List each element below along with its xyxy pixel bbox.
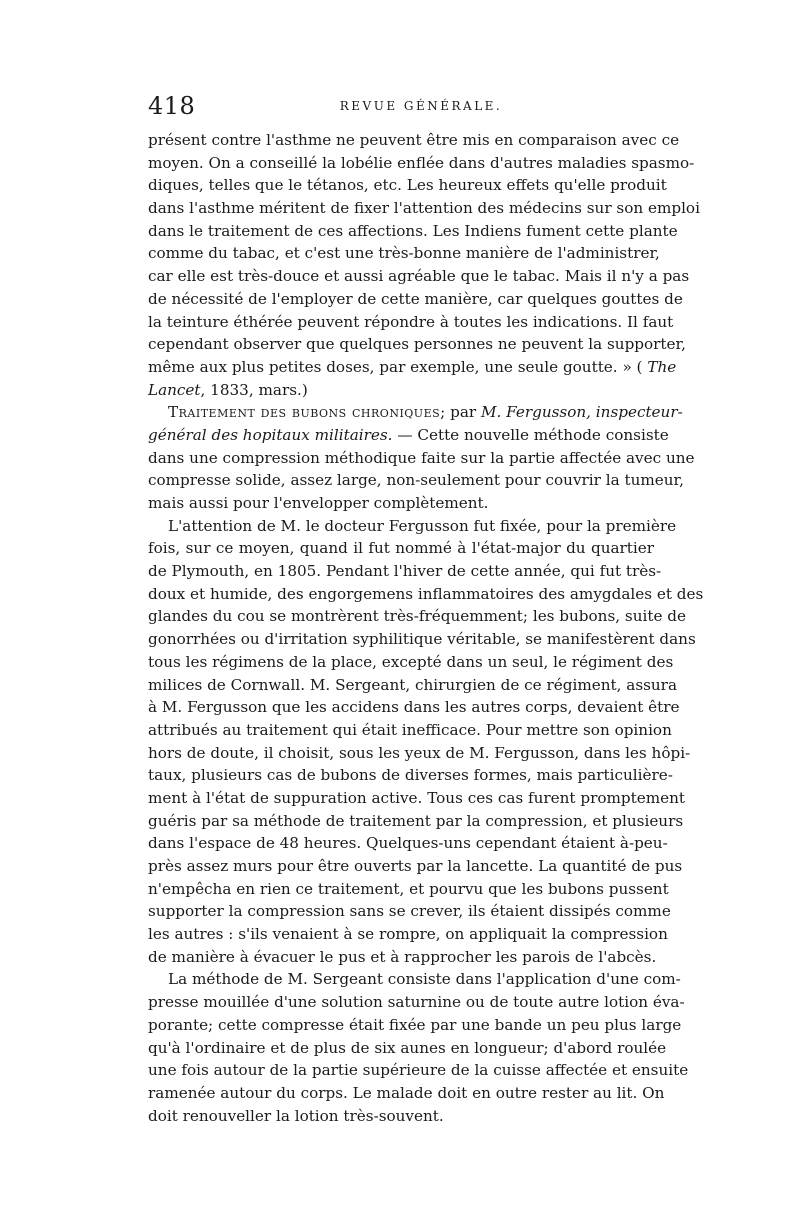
citation-date: , 1833, mars.)	[200, 380, 308, 399]
text-line: dans l'espace de 48 heures. Quelques-uns cependant étaient à-peu-	[148, 834, 668, 853]
author-prefix: ; par	[440, 403, 481, 422]
text-line: gonorrhées ou d'irritation syphilitique véritable, se manifestèrent dans	[148, 630, 696, 649]
text-line: à M. Fergusson que les accidens dans les autres corps, devaient être	[148, 698, 680, 717]
text-line: la teinture éthérée peuvent répondre à toutes les indications. Il faut	[148, 312, 674, 331]
text-span: même aux plus petites doses, par exemple, une seule goutte. » (	[148, 357, 643, 376]
text-line: presse mouillée d'une solution saturnine ou de toute autre lotion éva-	[148, 993, 685, 1012]
section-title: Traitement des bubons chroniques	[168, 403, 441, 422]
text-line: de nécessité de l'employer de cette manière, car quelques gouttes de	[148, 289, 683, 308]
page-header	[148, 93, 654, 119]
paragraph-start: L'attention de M. le docteur Fergusson fut fixée, pour la première	[168, 516, 677, 535]
text-line: présent contre l'asthme ne peuvent être mis en comparaison avec ce	[148, 131, 680, 149]
text-line: comme du tabac, et c'est une très-bonne manière de l'administrer,	[148, 244, 660, 263]
text-line: qu'à l'ordinaire et de plus de six aunes en longueur; d'abord roulée	[148, 1038, 667, 1057]
text-line: milices de Cornwall. M. Sergeant, chirurgien de ce régiment, assura	[148, 675, 677, 694]
text-line: hors de doute, il choisit, sous les yeux de M. Fergusson, dans les hôpi-	[148, 743, 691, 762]
citation-journal: The	[647, 357, 677, 376]
text-line: moyen. On a conseillé la lobélie enflée dans d'autres maladies spasmo-	[148, 153, 695, 172]
body-text	[148, 129, 704, 1127]
text-line: dans l'asthme méritent de fixer l'attention des médecins sur son emploi	[148, 199, 700, 218]
text-line: doux et humide, des engorgemens inflammatoires des amygdales et des	[148, 584, 704, 603]
text-line: fois, sur ce moyen, quand il fut nommé à l'état-major du quartier	[148, 539, 654, 558]
text-line: attribués au traitement qui était inefficace. Pour mettre son opinion	[148, 720, 672, 739]
text-line: compresse solide, assez large, non-seulement pour couvrir la tumeur,	[148, 471, 684, 490]
paragraph-start: La méthode de M. Sergeant consiste dans l'application d'une com-	[168, 970, 681, 989]
text-line: de manière à évacuer le pus et à rapprocher les parois de l'abcès.	[148, 947, 657, 966]
text-line: supporter la compression sans se crever, ils étaient dissipés comme	[148, 902, 671, 921]
text-line: dans une compression méthodique faite sur la partie affectée avec une	[148, 448, 695, 467]
section-lead-line	[148, 401, 683, 424]
text-line: près assez murs pour être ouverts par la lancette. La quantité de pus	[148, 857, 683, 875]
section-lead-line-2	[148, 424, 669, 447]
text-line: cependant observer que quelques personnes ne peuvent la supporter,	[148, 335, 686, 354]
text-line: n'empêcha en rien ce traitement, et pourvu que les bubons pussent	[148, 879, 669, 898]
section-author-cont: général des hopitaux militaires.	[148, 425, 393, 444]
text-line: car elle est très-douce et aussi agréable que le tabac. Mais il n'y a pas	[148, 267, 690, 286]
text-line: glandes du cou se montrèrent très-fréquemment; les bubons, suite de	[148, 607, 686, 626]
citation-journal-cont: Lancet	[148, 380, 201, 399]
text-line-with-citation	[148, 356, 677, 379]
text-line: tous les régimens de la place, excepté dans un seul, le régiment des	[148, 652, 674, 671]
text-line: mais aussi pour l'envelopper complètement.	[148, 494, 489, 512]
text-line: porante; cette compresse était fixée par une bande un peu plus large	[148, 1015, 682, 1034]
text-line: taux, plusieurs cas de bubons de diverses formes, mais particulière-	[148, 766, 673, 785]
section-author: M. Fergusson, inspecteur-	[480, 403, 683, 422]
citation-line	[148, 379, 654, 402]
text-line: doit renouveller la lotion très-souvent.	[148, 1106, 444, 1125]
text-line: guéris par sa méthode de traitement par la compression, et plusieurs	[148, 811, 684, 830]
text-line: diques, telles que le tétanos, etc. Les heureux effets qu'elle produit	[148, 176, 667, 195]
text-line: ment à l'état de suppuration active. Tous ces cas furent promptement	[148, 788, 685, 807]
running-title: REVUE GÉNÉRALE.	[339, 99, 503, 113]
section-lead-rest: — Cette nouvelle méthode consiste	[392, 425, 669, 444]
text-line: dans le traitement de ces affections. Les Indiens fument cette plante	[148, 221, 678, 240]
page-number: 418	[148, 92, 196, 120]
text-line: les autres : s'ils venaient à se rompre, on appliquait la compression	[148, 925, 668, 944]
text-line: ramenée autour du corps. Le malade doit en outre rester au lit. On	[148, 1083, 665, 1102]
text-line: une fois autour de la partie supérieure de la cuisse affectée et ensuite	[148, 1061, 689, 1080]
text-line: de Plymouth, en 1805. Pendant l'hiver de cette année, qui fut très-	[148, 562, 662, 581]
